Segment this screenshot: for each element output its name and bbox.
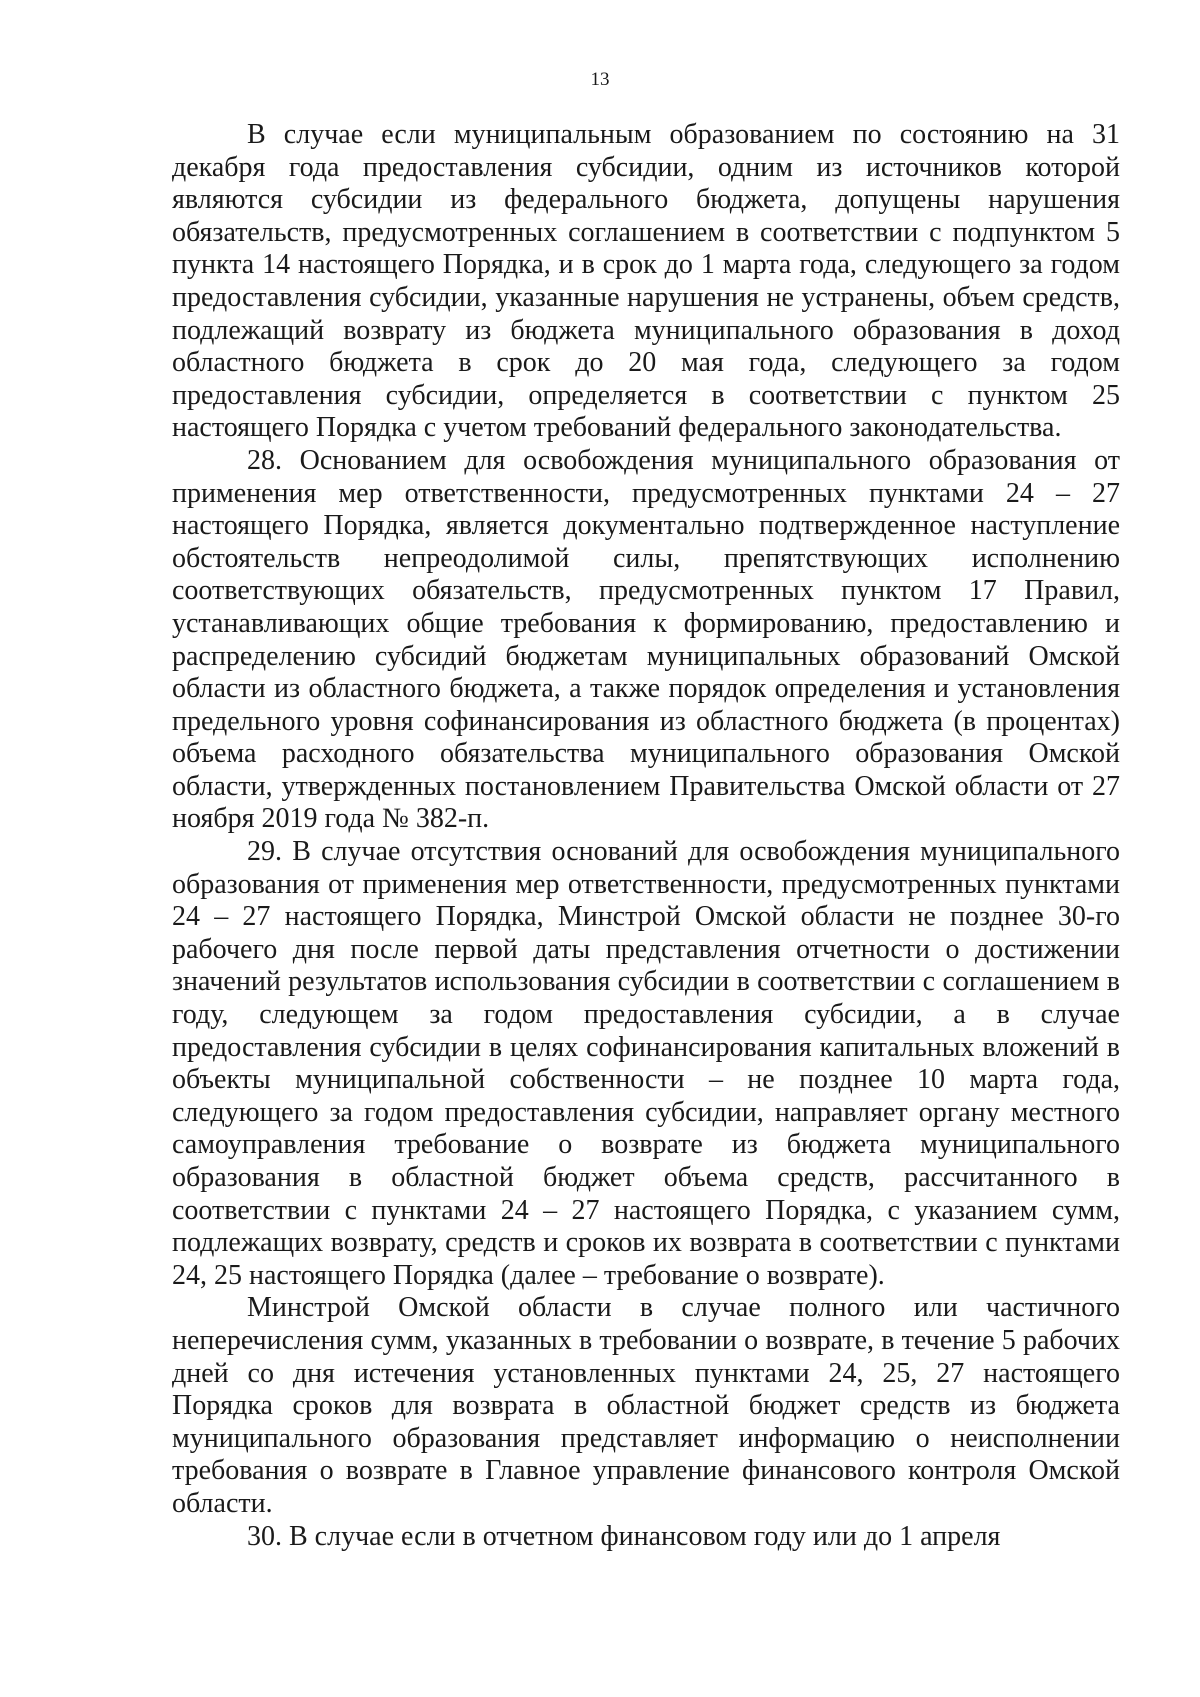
page-number: 13: [590, 69, 610, 90]
paragraph-federal-subsidy-violations: В случае если муниципальным образованием по состоянию на 31 декабря года предоставления субсидии, одним из источников которой являются субсидии из федерального бюджета, допущены нарушения обязательств, предусмотренных соглашением в соответствии с подпунктом 5 пункта 14 настоящего Порядка, и в срок до 1 марта года, следующего за годом предоставления субсидии, указанные нарушения не устранены, объем средств, подлежащий возврату из бюджета муниципального образования в доход областного бюджета в срок до 20 мая года, следующего за годом предоставления субсидии, определяется в соответствии с пунктом 25 настоящего Порядка с учетом требований федерального законодательства.: [172, 119, 1120, 444]
document-body: [172, 119, 1120, 1553]
paragraph-28-exemption-grounds: 28. Основанием для освобождения муниципального образования от применения мер ответственности, предусмотренных пунктами 24 – 27 настоящего Порядка, является документально подтвержденное наступление обстоятельств непреодолимой силы, препятствующих исполнению соответствующих обязательств, предусмотренных пунктом 17 Правил, устанавливающих общие требования к формированию, предоставлению и распределению субсидий бюджетам муниципальных образований Омской области из областного бюджета, а также порядок определения и установления предельного уровня софинансирования из областного бюджета (в процентах) объема расходного обязательства муниципального образования Омской области, утвержденных постановлением Правительства Омской области от 27 ноября 2019 года № 382-п.: [172, 444, 1120, 835]
paragraph-29-return-requirement: 29. В случае отсутствия оснований для освобождения муниципального образования от применения мер ответственности, предусмотренных пунктами 24 – 27 настоящего Порядка, Минстрой Омской области не позднее 30-го рабочего дня после первой даты представления отчетности о достижении значений результатов использования субсидии в соответствии с соглашением в году, следующем за годом предоставления субсидии, а в случае предоставления субсидии в целях софинансирования капитальных вложений в объекты муниципальной собственности – не позднее 10 марта года, следующего за годом предоставления субсидии, направляет органу местного самоуправления требование о возврате из бюджета муниципального образования в областной бюджет объема средств, рассчитанного в соответствии с пунктами 24 – 27 настоящего Порядка, с указанием сумм, подлежащих возврату, средств и сроков их возврата в соответствии с пунктами 24, 25 настоящего Порядка (далее – требование о возврате).: [172, 836, 1120, 1291]
paragraph-30-start: 30. В случае если в отчетном финансовом году или до 1 апреля: [247, 1520, 1001, 1552]
paragraph-minstroy-notification: Минстрой Омской области в случае полного или частичного неперечисления сумм, указанных в требовании о возврате, в течение 5 рабочих дней со дня истечения установленных пунктами 24, 25, 27 настоящего Порядка сроков для возврата в областной бюджет средств из бюджета муниципального образования представляет информацию о неисполнении требования о возврате в Главное управление финансового контроля Омской области.: [172, 1292, 1120, 1519]
